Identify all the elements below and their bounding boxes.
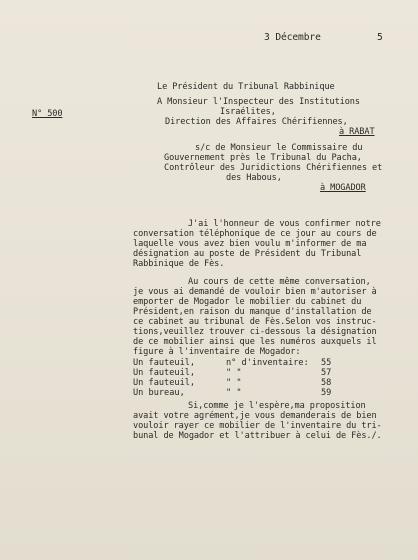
paragraph-2-line: ce cabinet au tribunal de Fès.Selon vos instruc- [133, 317, 377, 327]
paragraph-3-line: vouloir rayer ce mobilier de l'inventaire du tri- [133, 421, 382, 431]
inventory-label: " " [226, 388, 242, 398]
via-line-3: Contrôleur des Juridictions Chérifiennes et [164, 163, 383, 173]
via-line-1: s/c de Monsieur le Commissaire du [195, 143, 363, 153]
inventory-label: n° d'inventaire: [226, 358, 309, 368]
paragraph-1-line: désignation au poste de Président du Tribunal [133, 249, 362, 259]
paragraph-1-line: conversation téléphonique de ce jour au cours de [133, 229, 377, 239]
via-city: à MOGADOR [320, 183, 366, 193]
paragraph-2-line: figure à l'inventaire de Mogador: [133, 347, 301, 357]
reference-number: N° 500 [32, 109, 63, 119]
paragraph-2-line: Président,en raison du manque d'installation de [133, 307, 372, 317]
recipient-city: à RABAT [339, 127, 375, 137]
inventory-item: Un fauteuil, [133, 358, 196, 368]
inventory-label: " " [226, 378, 242, 388]
recipient-line-2: Israélites, [220, 107, 276, 117]
recipient-line-3: Direction des Affaires Chérifiennes, [165, 117, 348, 127]
recipient-line-1: A Monsieur l'Inspecteur des Institutions [157, 97, 360, 107]
paragraph-2-line: emporter de Mogador le mobilier du cabinet du [133, 297, 362, 307]
paragraph-3-line: bunal de Mogador et l'attribuer à celui de Fès./. [133, 431, 382, 441]
paragraph-1-line: laquelle vous avez bien voulu m'informer de ma [133, 239, 367, 249]
paragraph-2-line: je vous ai demandé de vouloir bien m'autoriser à [133, 287, 377, 297]
paragraph-1-line: Rabbinique de Fès. [133, 259, 225, 269]
inventory-number: 55 [321, 358, 332, 368]
inventory-item: Un fauteuil, [133, 368, 196, 378]
letter-date: 3 Décembre [264, 32, 321, 43]
page-number: 5 [377, 32, 383, 43]
paragraph-3-line: avait votre agrément,je vous demanderais de bien [133, 411, 377, 421]
via-line-2: Gouvernement près le Tribunal du Pacha, [164, 153, 362, 163]
inventory-number: 57 [321, 368, 332, 378]
inventory-item: Un fauteuil, [133, 378, 196, 388]
paragraph-2-line: Au cours de cette même conversation, [188, 277, 371, 287]
inventory-number: 59 [321, 388, 332, 398]
paragraph-3-line: Si,comme je l'espère,ma proposition [188, 401, 366, 411]
paragraph-2-line: de ce mobilier ainsi que les numéros auxquels il [133, 337, 377, 347]
inventory-number: 58 [321, 378, 332, 388]
inventory-item: Un bureau, [133, 388, 185, 398]
paragraph-1-line: J'ai l'honneur de vous confirmer notre [188, 219, 381, 229]
paragraph-2-line: tions,veuillez trouver ci-dessous la désignation [133, 327, 377, 337]
sender-title: Le Président du Tribunal Rabbinique [157, 82, 335, 92]
inventory-label: " " [226, 368, 242, 378]
via-line-4: des Habous, [226, 173, 282, 183]
